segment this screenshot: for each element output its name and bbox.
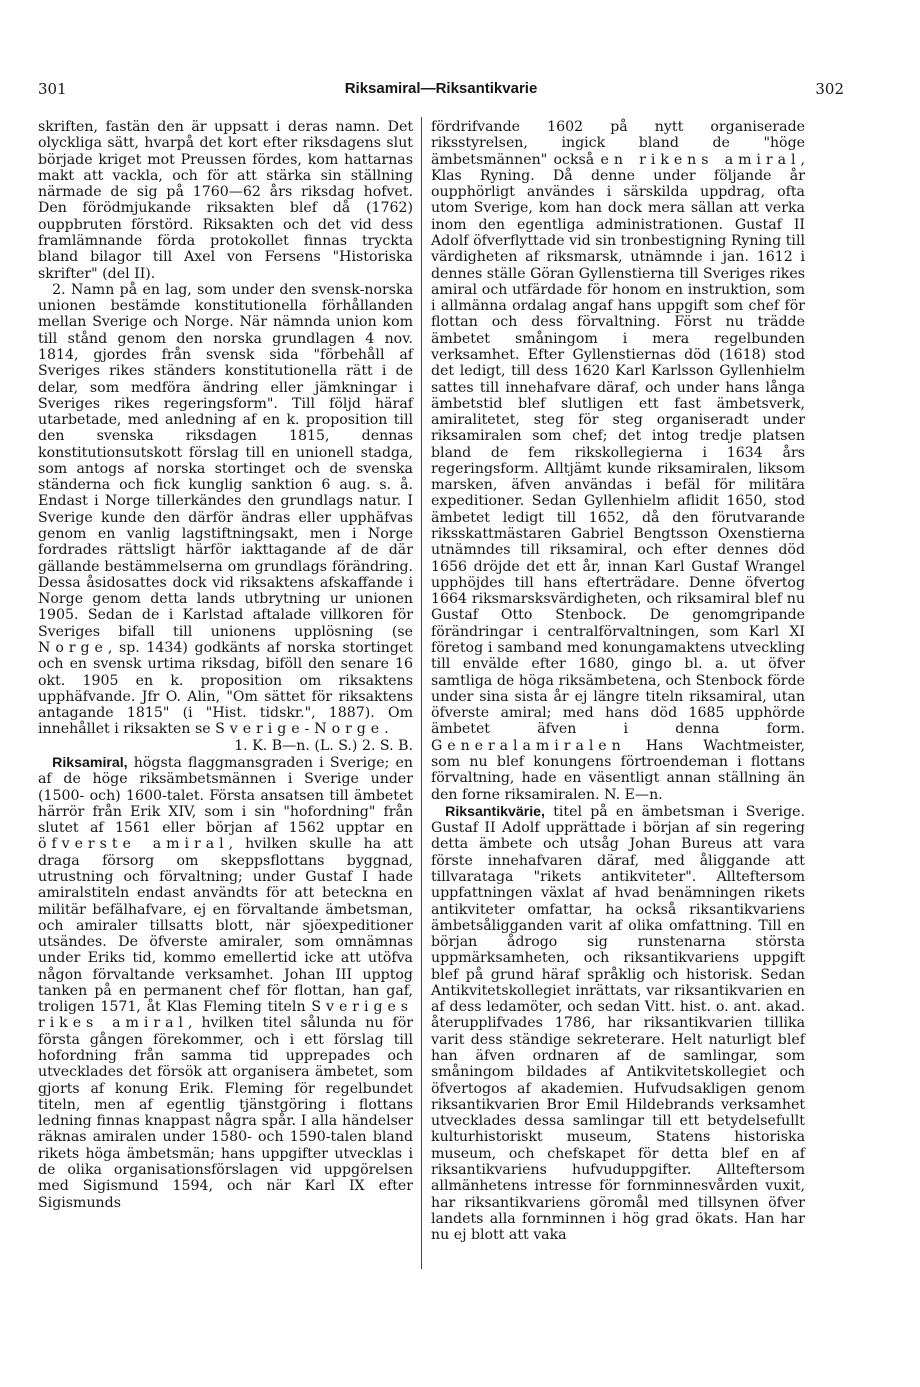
page-number-left: 301 [38, 80, 67, 98]
spaced-term: Sveriges rikes amiral [38, 999, 413, 1032]
author-signature: 1. K. B—n. (L. S.) 2. S. B. [234, 737, 413, 754]
cross-reference: Sverige-Norge [215, 721, 385, 738]
entry-riksamiral: Riksamiral, högsta flaggmansgraden i Sverige; en af de höge riksämbetsmännen i Sverige under (1500- och) 1600-talet. Första ansatsen till ämbetet härrör från Erik XIV, som i sin "hofordning" från slutet af 1561 eller början af 1562 upptar en öfverste amiral, hvilken skulle ha att draga försorg om skeppsflottans byggnad, utrustning och förvaltning; under Gustaf I hade amiralstiteln endast användts för att beteckna en militär befälhafvare, ej en förvaltande ämbetsman, och amiraler tillsatts blott, när sjöexpeditioner utsändes. De öfverste amiraler, som omnämnas under Eriks tid, kommo emellertid icke att utöfva någon förvaltande verksamhet. Johan III upptog tanken på en permanent chef för flottan, han gaf, troligen 1571, åt Klas Fleming titeln Sveriges rikes amiral, hvilken titel sålunda nu för första gången förekommer, och i ett förslag till hofordning från samma tid upprepades och utvecklades det försök att organisera ämbetet, som gjorts af konung Erik. Fleming för regelbundet titeln, men af egentlig tjänstgöring i flottans ledning finnas knappast några spår. I alla händelser räknas amiralen under 1580- och 1590-talen bland rikets höga ämbetsmän; hans uppgifter utvecklas i de olika organisationsförslagen vid uppgörelsen med Sigismund 1594, och när Karl IX efter Sigismunds [38, 753, 414, 1211]
spaced-term: en rikens amiral [600, 151, 801, 168]
right-column [431, 119, 805, 1243]
entry-riksantikvarie: Riksantikvärie, titel på en ämbetsman i Sverige. Gustaf II Adolf upprättade i början af sin regering detta ämbete och utsåg Johan Bureus att vara förste innehafvaren däraf, med åliggande att tillvarataga "rikets antikviteter". Allteftersom uppfattningen växlat af hvad benämningen rikets antikviteter omfattar, ha också riksantikvariens ämbetsåligganden varit af olika omfattning. Till en början ådrogo sig runstenarna största uppmärksamheten, och riksantikvariens uppgift blef på grund häraf språklig och historisk. Sedan Antikvitetskollegiet inrättats, var riksantikvarien en af dess ledamöter, och sedan Vitt. hist. o. ant. akad. återupplifvades 1786, har riksantikvarien tillika varit dess ständige sekreterare. Helt naturligt blef han äfven ordnaren af de samlingar, som småningom bildades af Antikvitetskollegiet och öfvertogos af akademien. Hufvudsakligen genom riksantikvarien Bror Emil Hildebrands verksamhet utvecklades dessa samlingar till ett betydelsefullt kulturhistoriskt museum, Statens historiska museum, och chefskapet för detta blef en af riksantikvariens hufvuduppgifter. Allteftersom allmänhetens intresse för fornminnesvården vuxit, har riksantikvariens göromål med tillsynen öfver landets alla fornminnen i hög grad ökats. Han har nu ej blott att vaka [431, 802, 805, 1244]
entry-headword: Riksamiral, [52, 753, 128, 770]
paragraph-riksakt-2: 2. Namn på en lag, som under den svensk-norska unionen bestämde konstitutionella förhållanden mellan Sverige och Norge. När nämnda union kom till stånd genom den norska grundlagen 4 nov. 1814, gjordes från svensk sida "förbehåll af Sveriges rikes ständers konstitutionella rätt i de delar, som medföra ändring eller jämkningar i Sveriges rikes regeringsform". Till följd häraf utarbetade, med anledning af en k. proposition till den svenska riksdagen 1815, dennas konstitutionsutskott förslag till en unionell stadga, som antogs af norska stortinget och de svenska ständerna och fick kunglig sanktion 6 aug. s. å. Endast i Norge tillerkändes den grundlags natur. I Sverige kunde den därför ändras eller upphäfvas genom en vanlig lagstiftningsakt, men i Norge fordrades rättsligt härför iakttagande af de där gällande bestämmelserna om grundlags förändring. Dessa åsidosattes dock vid riksaktens afskaffande i Norge genom detta lands utbrytning ur unionen 1905. Sedan de i Karlstad aftalade villkoren för Sveriges bifall till unionens upplösning (se Norge, sp. 1434) godkänts af norska stortinget och en svensk urtima riksdag, biföll den senare 16 okt. 1905 en k. proposition om riksaktens upphäfvande. Jfr O. Alin, "Om sättet för riksaktens antagande 1815" (i "Hist. tidskr.", 1887). Om innehållet i riksakten se Sverige-Norge. 1. K. B—n. (L. S.) 2. S. B. [38, 281, 413, 754]
page-number-right: 302 [815, 80, 844, 98]
running-title: Riksamiral—Riksantikvarie [344, 80, 538, 97]
spaced-term: öfverste amiral [38, 836, 229, 853]
entry-headword: Riksantikvärie, [445, 802, 545, 819]
left-column [38, 119, 413, 1211]
author-signature: N. E—n. [604, 786, 663, 803]
cross-reference: Norge [38, 640, 108, 656]
column-divider [421, 117, 422, 1269]
paragraph-riksakt-cont: skriften, fastän den är uppsatt i deras namn. Det olyckliga sätt, hvarpå det kort efter riksdagens slut började kriget mot Preussen fördes, kom hattarnas makt att vackla, och för att stärka sin ställning närmade de sig på 1760—62 års riksdag hofvet. Den förödmjukande riksakten blef då (1762) ouppbruten förstörd. Riksakten och det vid dess framlämnande förda protokollet finnas tryckta bland bilagor till Axel von Fersens "Historiska skrifter" (del II). [38, 119, 413, 282]
entry-riksamiral-cont: fördrifvande 1602 på nytt organiserade riksstyrelsen, ingick bland de "höge ämbetsmännen" också en rikens amiral, Klas Ryning. Då denne under följande år oupphörligt användes i särskilda uppdrag, ofta utom Sverige, kom han dock mera sällan att verka inom den egentliga administrationen. Gustaf II Adolf öfverflyttade vid sin tronbestigning Ryning till värdigheten af riksmarsk, utnämnde i jan. 1612 i dennes ställe Göran Gyllenstierna till Sveriges rikes amiral och utfärdade för honom en instruktion, som i allmänna ordalag angaf hans uppgift som chef för flottan och dess förvaltning. Först nu trädde ämbetet småningom i mera regelbunden verksamhet. Efter Gyllenstiernas död (1618) stod det ledigt, till dess 1620 Karl Karlsson Gyllenhielm sattes till innehafvare däraf, och under hans långa ämbetstid blef slutligen ett fast ämbetsverk, amiralitetet, steg för steg organiseradt under riksamiralen som chef; det intog tredje platsen bland de fem rikskollegierna i 1634 års regeringsform. Alltjämt kunde riksamiralen, liksom marsken, äfven användas i befäl för militära expeditioner. Sedan Gyllenhielm aflidit 1650, stod ämbetet ledigt till 1652, då den förutvarande riksskattmästaren Gabriel Bengtsson Oxenstierna utnämndes till riksamiral, och efter dennes död 1656 dröjde det ett år, innan Karl Gustaf Wrangel upphöjdes till hans efterträdare. Denne öfvertog 1664 riksmarsksvärdigheten, och riksamiral blef nu Gustaf Otto Stenbock. De genomgripande förändringar i centralförvaltningen, som Karl XI företog i samband med konungamaktens utveckling till envälde efter 1680, gingo bl. a. ut öfver samtliga de höga riksämbetena, och Stenbock förde under sina sista år ej längre titeln riksamiral, utan öfverste amiral; med hans död 1685 upphörde ämbetet äfven i denna form. Generalamiralen Hans Wachtmeister, som nu blef konungens förtroendeman i flottans förvaltning, hade en väsentligt annan ställning än den forne riksamiralen. N. E—n. [431, 119, 805, 803]
page-header [38, 80, 844, 104]
spaced-term: Generalamiralen [431, 737, 626, 754]
